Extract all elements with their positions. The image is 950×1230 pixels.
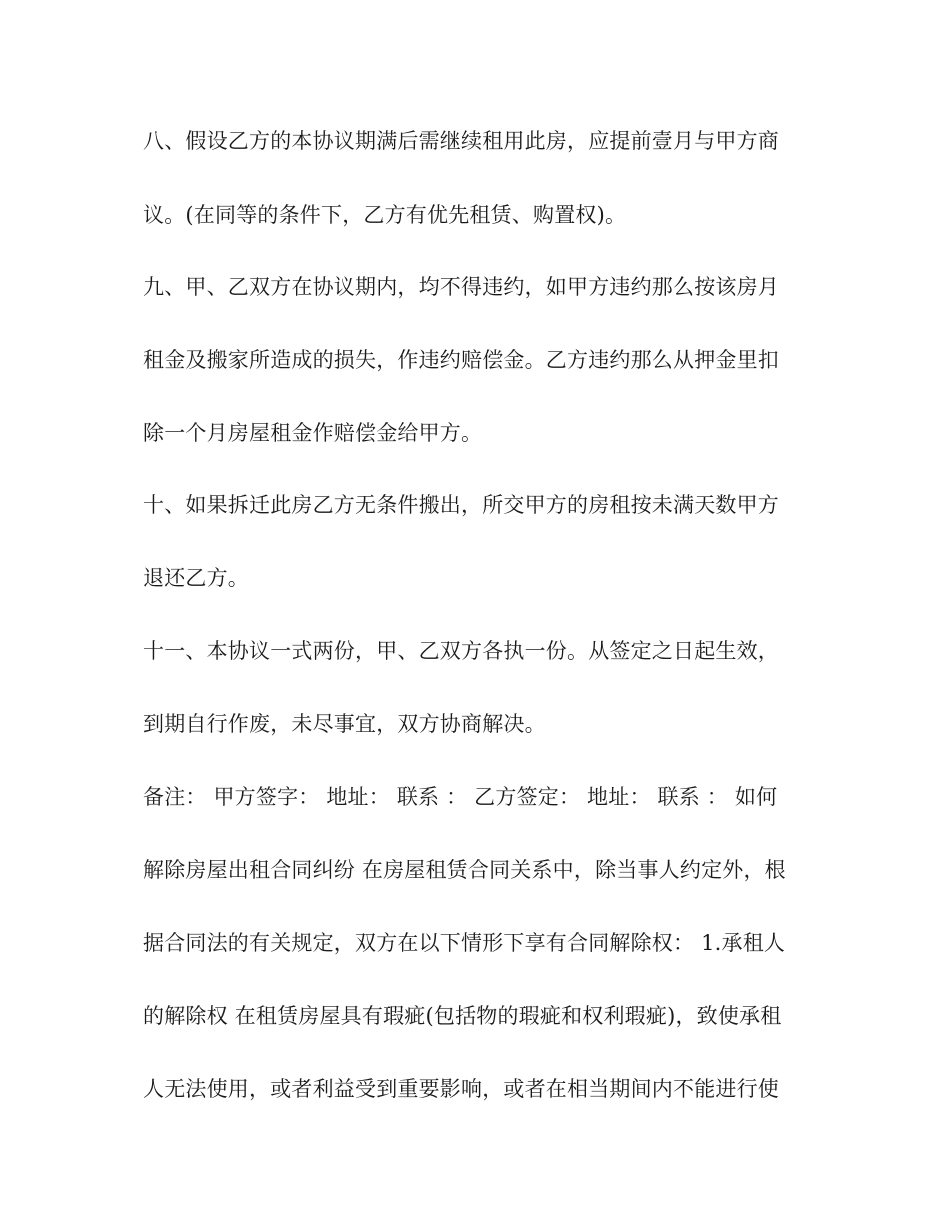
clause-9-line-3: 除一个月房屋租金作赔偿金给甲方。 [143,421,483,445]
remarks-line-5: 人无法使用，或者利益受到重要影响，或者在相当期间内不能进行使 [143,1077,779,1101]
remarks-line-1: 备注： 甲方签字： 地址： 联系 ： 乙方签定： 地址： 联系 ： 如何 [143,785,778,809]
remarks-line-2: 解除房屋出租合同纠纷 在房屋租赁合同关系中，除当事人约定外，根 [143,858,786,882]
clause-11-line-1: 十一、本协议一式两份，甲、乙双方各执一份。从签定之日起生效， [143,639,779,663]
remarks-line-4: 的解除权 在租赁房屋具有瑕疵(包括物的瑕疵和权利瑕疵)，致使承租 [143,1004,782,1028]
clause-9-line-2: 租金及搬家所造成的损失，作违约赔偿金。乙方违约那么从押金里扣 [143,348,779,372]
clause-8-line-1: 八、假设乙方的本协议期满后需继续租用此房，应提前壹月与甲方商 [143,129,779,153]
clause-10-line-1: 十、如果拆迁此房乙方无条件搬出，所交甲方的房租按未满天数甲方 [143,493,779,517]
remarks-line-3: 据合同法的有关规定，双方在以下情形下享有合同解除权： 1.承租人 [143,931,786,955]
clause-10-line-2: 退还乙方。 [143,566,249,590]
clause-9-line-1: 九、甲、乙双方在协议期内，均不得违约，如甲方违约那么按该房月 [143,275,779,299]
clause-8-line-2: 议。(在同等的条件下，乙方有优先租赁、购置权)。 [143,203,627,227]
clause-11-line-2: 到期自行作废，未尽事宜，双方协商解决。 [143,712,546,736]
